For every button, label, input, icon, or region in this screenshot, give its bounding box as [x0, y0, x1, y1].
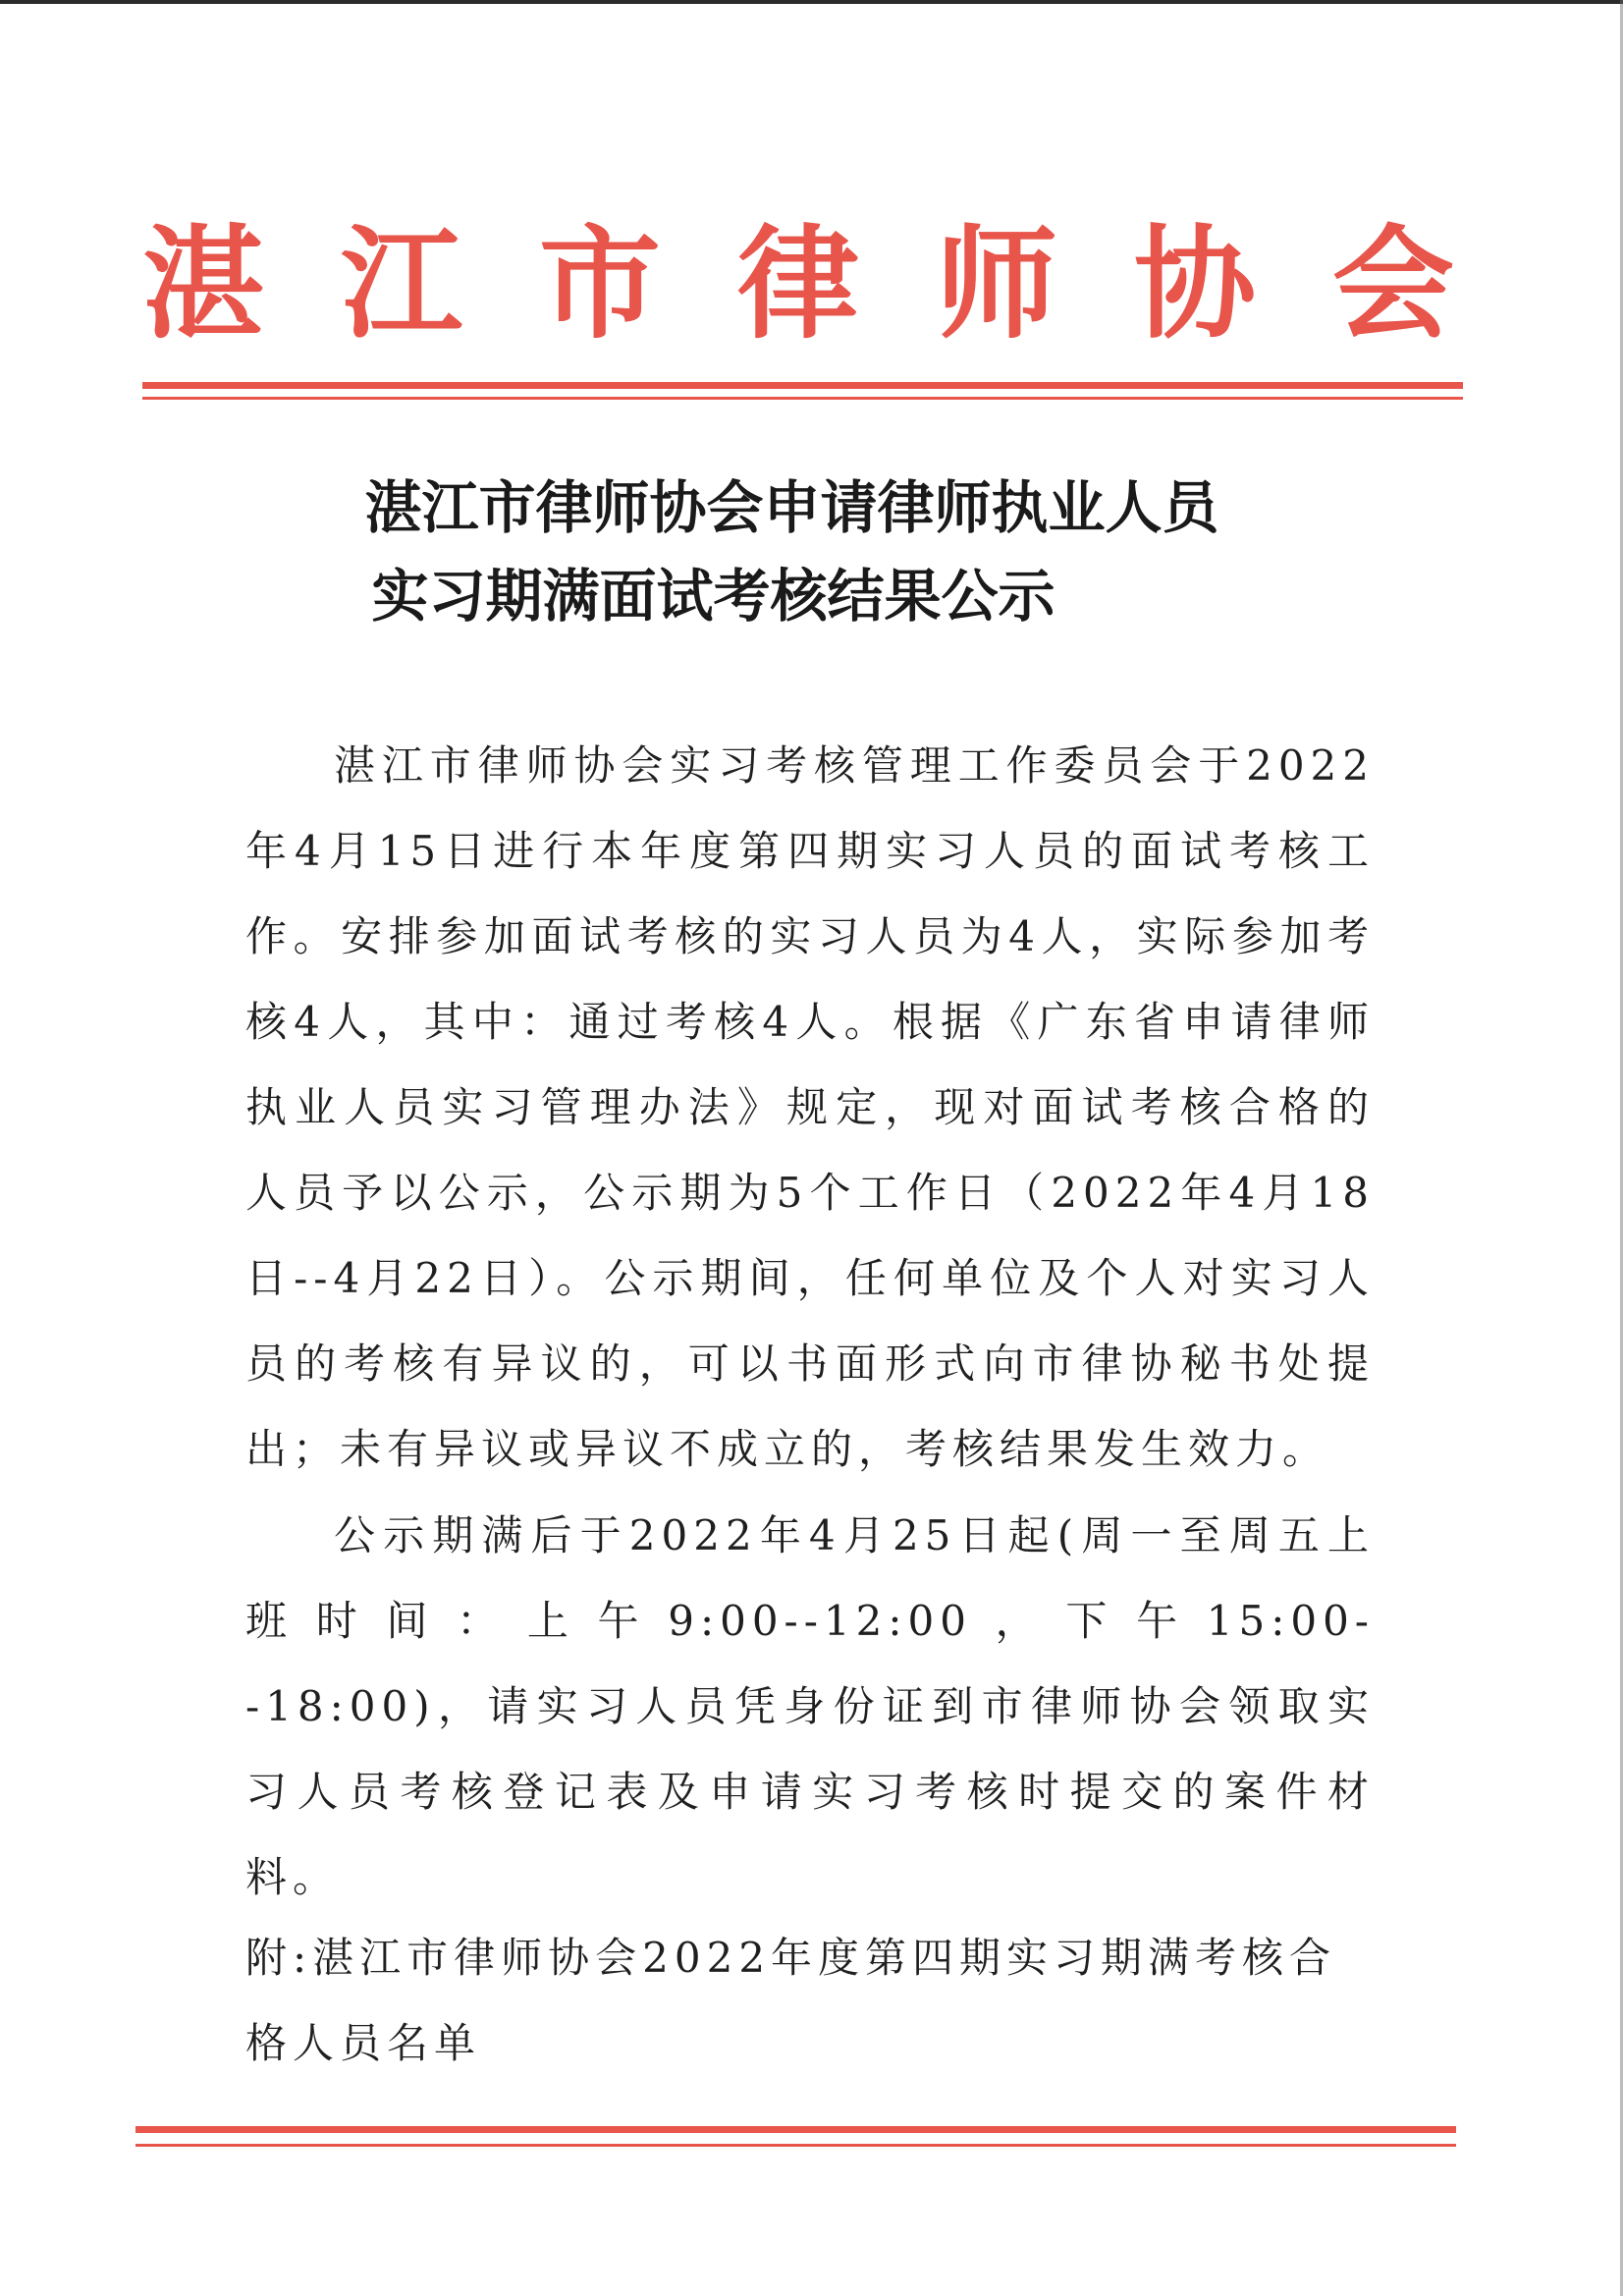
scan-top-edge — [0, 0, 1623, 4]
masthead-rule-thin — [142, 397, 1463, 400]
document-title-line-1: 湛江市律师协会申请律师执业人员 — [364, 474, 1219, 541]
masthead-rule-thick — [142, 382, 1463, 389]
body-paragraph-2: 公示期满后于2022年4月25日起(周一至周五上班时间：上午9:00--12:00，下午15:00--18:00)，请实习人员凭身份证到市律师协会领取实习人员考核登记表及申请实习考核时提交的案件材料。 — [245, 1511, 1375, 1901]
appendix-note: 附:湛江市律师协会2022年度第四期实习期满考核合格人员名单 — [245, 1934, 1337, 2067]
footer-rule-thick — [135, 2126, 1456, 2133]
body-paragraph-1: 湛江市律师协会实习考核管理工作委员会于2022年4月15日进行本年度第四期实习人员的面试考核工作。安排参加面试考核的实习人员为4人，实际参加考核4人，其中：通过考核4人。根据《广东省申请律师执业人员实习管理办法》规定，现对面试考核合格的人员予以公示，公示期为5个工作日（2022年4月18日--4月22日）。公示期间，任何单位及个人对实习人员的考核有异议的，可以书面形式向市律协秘书处提出；未有异议或异议不成立的，考核结果发生效力。 — [245, 741, 1375, 1473]
footer-rule-thin — [135, 2144, 1456, 2147]
masthead-org-name: 湛江市律师协会 — [142, 214, 1532, 355]
document-title-line-2: 实习期满面试考核结果公示 — [371, 563, 1055, 629]
